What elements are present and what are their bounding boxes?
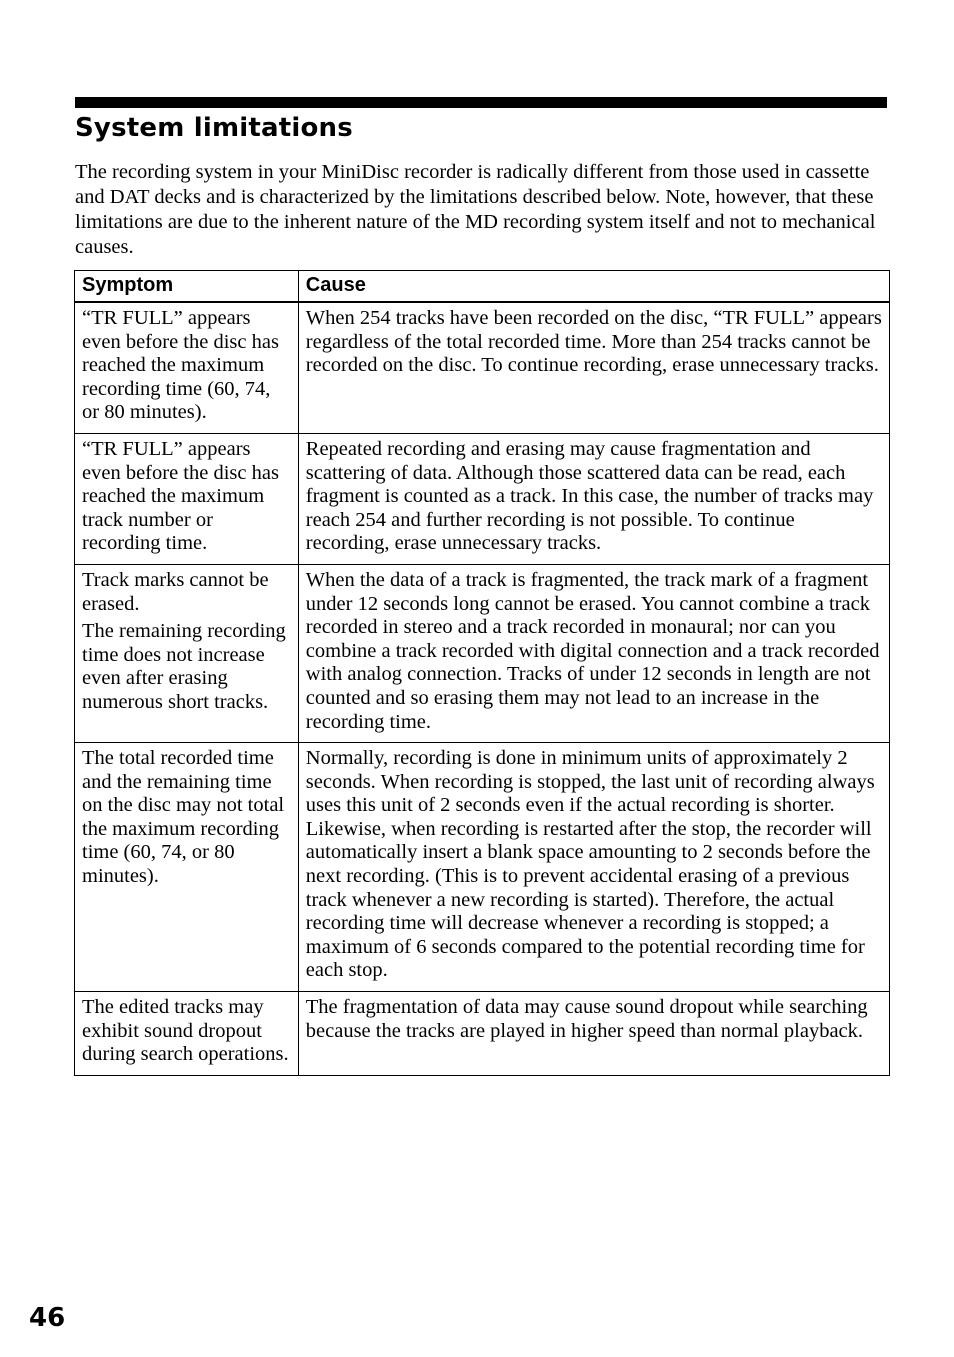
cause-cell: When 254 tracks have been recorded on the disc, “TR FULL” appears regardless of the total recorded time. More than 254 tracks cannot be recorded on the disc. To continue recording, erase unnecessary tracks. [298, 302, 889, 433]
symptom-text: Track marks cannot be erased. [82, 568, 269, 615]
symptom-text: “TR FULL” appears even before the disc has reached the maximum recording time (60, 74, or 80 minutes). [82, 307, 279, 424]
symptom-cell [75, 564, 299, 742]
cause-cell: When the data of a track is fragmented, the track mark of a fragment under 12 seconds long cannot be erased. You cannot combine a track recorded in stereo and a track recorded in monaural; nor can you combine a track recorded with digital connection and a track recorded with analog connection. Tracks of under 12 seconds in length are not counted and so erasing them may not lead to an increase in the recording time. [298, 564, 889, 742]
symptom-cell [75, 743, 299, 992]
cause-header: Cause [298, 271, 889, 303]
table-row [75, 992, 890, 1076]
table-row [75, 433, 890, 564]
symptom-text: “TR FULL” appears even before the disc has reached the maximum track number or recording time. [82, 437, 279, 555]
symptom-cell [75, 433, 299, 564]
cause-cell: The fragmentation of data may cause sound dropout while searching because the tracks are played in higher speed than normal playback. [298, 992, 889, 1076]
table-row [75, 302, 890, 433]
symptom-cell [75, 992, 299, 1076]
table-header-row [75, 271, 890, 303]
symptom-text: The remaining recording time does not increase even after erasing numerous short tracks. [82, 620, 286, 713]
section-title: System limitations [75, 113, 353, 143]
symptom-text: The edited tracks may exhibit sound dropout during search operations. [82, 996, 289, 1066]
cause-cell: Normally, recording is done in minimum units of approximately 2 seconds. When recording is stopped, the last unit of recording always uses this unit of 2 seconds even if the actual recording is shorter. Likewise, when recording is restarted after the stop, the recorder will automatically insert a blank space amounting to 2 seconds before the next recording. (This is to prevent accidental erasing of a previous track whenever a new recording is started). Therefore, the actual recording time will decrease whenever a recording is stopped; a maximum of 6 seconds compared to the potential recording time for each stop. [298, 743, 889, 992]
symptom-header: Symptom [75, 271, 299, 303]
cause-cell: Repeated recording and erasing may cause fragmentation and scattering of data. Although those scattered data can be read, each fragment is counted as a track. In this case, the number of tracks may reach 254 and further recording is not possible. To continue recording, erase unnecessary tracks. [298, 433, 889, 564]
table-row [75, 743, 890, 992]
intro-paragraph: The recording system in your MiniDisc recorder is radically different from those used in cassette and DAT decks and is characterized by the limitations described below. Note, however, that these limitations are due to the inherent nature of the MD recording system itself and not to mechanical causes. [75, 161, 876, 258]
table-row [75, 564, 890, 742]
symptom-text: The total recorded time and the remaining time on the disc may not total the maximum recording time (60, 74, or 80 minutes). [82, 747, 285, 888]
section-rule [75, 97, 887, 108]
limitations-table [74, 270, 890, 1076]
page-number: 46 [29, 1303, 66, 1333]
symptom-cell [75, 302, 299, 433]
